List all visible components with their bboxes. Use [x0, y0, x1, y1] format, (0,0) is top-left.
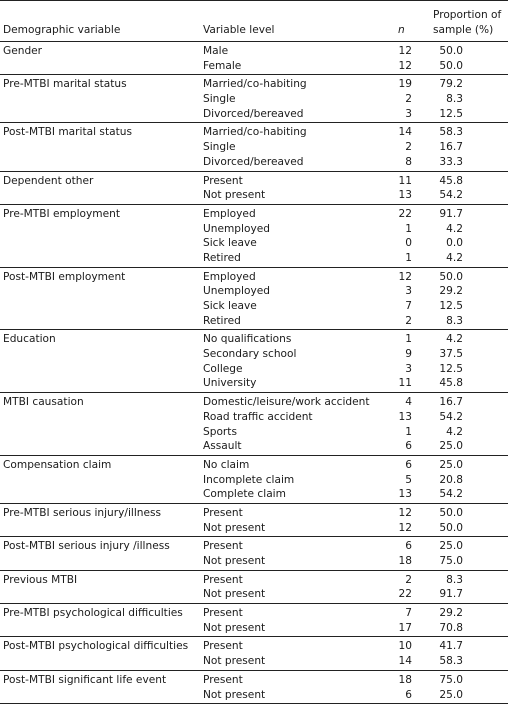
variable-level-cell: Present: [203, 573, 243, 586]
proportion-cell: 12.5: [439, 300, 463, 312]
proportion-cell: 12.5: [439, 362, 463, 375]
n-cell: 5: [405, 473, 412, 486]
table-row: [0, 107, 508, 122]
n-cell: 12: [398, 506, 412, 519]
table-row: [0, 539, 508, 554]
variable-level-cell: Not present: [203, 521, 266, 534]
n-cell: 11: [398, 174, 412, 187]
variable-level-cell: Female: [203, 59, 242, 72]
variable-level-cell: Not present: [203, 621, 266, 634]
variable-level-cell: Present: [203, 174, 243, 187]
proportion-cell: 4.2: [446, 425, 463, 438]
table-row: [0, 639, 508, 654]
table-row: [0, 251, 508, 266]
n-cell: 9: [405, 348, 412, 361]
table-row: [0, 207, 508, 222]
variable-group: [0, 42, 508, 75]
table-row: [0, 332, 508, 347]
proportion-cell: 79.2: [439, 78, 463, 91]
header-proportion-line2: sample (%): [433, 23, 494, 36]
variable-level-cell: Complete claim: [203, 488, 286, 501]
n-cell: 6: [405, 688, 412, 701]
variable-level-cell: Assault: [203, 440, 242, 453]
variable-group: [0, 671, 508, 704]
proportion-cell: 58.3: [439, 126, 463, 139]
proportion-cell: 4.2: [446, 251, 463, 264]
table-row: [0, 347, 508, 362]
header-n: n: [398, 24, 405, 36]
n-cell: 13: [398, 410, 412, 423]
n-cell: 1: [405, 425, 412, 438]
table-row: [0, 439, 508, 454]
variable-level-cell: Married/co-habiting: [203, 126, 307, 139]
table-row: [0, 621, 508, 636]
table-row: [0, 654, 508, 669]
variable-group: [0, 637, 508, 670]
proportion-cell: 54.2: [439, 410, 463, 423]
proportion-cell: 8.3: [446, 314, 463, 327]
variable-level-cell: Road traffic accident: [203, 410, 313, 423]
proportion-cell: 91.7: [439, 588, 463, 601]
variable-level-cell: Secondary school: [203, 348, 297, 361]
proportion-cell: 29.2: [439, 285, 463, 298]
demographic-variable-cell: MTBI causation: [3, 396, 84, 409]
header-variable-level: Variable level: [203, 24, 275, 36]
n-cell: 22: [398, 207, 412, 220]
proportion-cell: 50.0: [439, 59, 463, 72]
proportion-cell: 50.0: [439, 45, 463, 57]
n-cell: 3: [405, 285, 412, 298]
n-cell: 0: [405, 237, 412, 250]
variable-level-cell: Present: [203, 673, 243, 686]
n-cell: 6: [405, 458, 412, 471]
variable-level-cell: Present: [203, 540, 243, 553]
proportion-cell: 25.0: [439, 458, 463, 471]
proportion-cell: 4.2: [446, 222, 463, 235]
n-cell: 1: [405, 333, 412, 346]
proportion-cell: 75.0: [439, 555, 463, 567]
proportion-cell: 29.2: [439, 607, 463, 620]
proportion-cell: 0.0: [446, 237, 463, 250]
proportion-cell: 16.7: [439, 396, 463, 409]
n-cell: 11: [398, 377, 412, 390]
table-row: [0, 174, 508, 189]
proportion-cell: 50.0: [439, 506, 463, 519]
demographic-variable-cell: Post-MTBI serious injury /illness: [3, 540, 170, 553]
demographic-variable-cell: Post-MTBI marital status: [3, 126, 132, 139]
variable-level-cell: Divorced/bereaved: [203, 155, 304, 168]
proportion-cell: 25.0: [439, 540, 463, 553]
n-cell: 8: [405, 155, 412, 168]
variable-level-cell: Sick leave: [203, 300, 257, 312]
table-row: [0, 573, 508, 588]
table-row: [0, 362, 508, 377]
proportion-cell: 25.0: [439, 440, 463, 453]
table-row: [0, 473, 508, 488]
demographic-variable-cell: Gender: [3, 45, 43, 57]
demographic-variable-cell: Post-MTBI employment: [3, 270, 126, 283]
variable-level-cell: No claim: [203, 458, 250, 471]
variable-level-cell: Incomplete claim: [203, 473, 295, 486]
variable-level-cell: Not present: [203, 655, 266, 668]
variable-group: [0, 205, 508, 268]
table-row: [0, 44, 508, 59]
n-cell: 6: [405, 540, 412, 553]
table-row: [0, 299, 508, 314]
variable-group: [0, 537, 508, 570]
table-row: [0, 270, 508, 285]
table-row: [0, 587, 508, 602]
proportion-cell: 54.2: [439, 488, 463, 501]
n-cell: 6: [405, 440, 412, 453]
proportion-cell: 50.0: [439, 521, 463, 534]
variable-level-cell: Employed: [203, 270, 256, 283]
demographic-variable-cell: Pre-MTBI employment: [3, 207, 120, 220]
table-row: [0, 376, 508, 391]
demographic-variable-cell: Post-MTBI psychological difficulties: [3, 640, 189, 653]
variable-group: [0, 604, 508, 637]
table-row: [0, 314, 508, 329]
table-row: [0, 506, 508, 521]
proportion-cell: 33.3: [439, 155, 463, 168]
demographic-variable-cell: Post-MTBI significant life event: [3, 673, 167, 686]
variable-level-cell: Married/co-habiting: [203, 78, 307, 91]
n-cell: 2: [405, 141, 412, 154]
table-row: [0, 222, 508, 237]
n-cell: 3: [405, 107, 412, 120]
n-cell: 2: [405, 573, 412, 586]
n-cell: 18: [398, 673, 412, 686]
table-row: [0, 673, 508, 688]
n-cell: 1: [405, 222, 412, 235]
proportion-cell: 20.8: [439, 473, 463, 486]
demographic-variable-cell: Pre-MTBI serious injury/illness: [3, 506, 162, 519]
proportion-cell: 41.7: [439, 640, 463, 653]
variable-level-cell: Retired: [203, 251, 241, 264]
demographic-variable-cell: Previous MTBI: [3, 573, 78, 586]
table-row: [0, 188, 508, 203]
variable-level-cell: Sick leave: [203, 237, 257, 250]
table-row: [0, 554, 508, 569]
n-cell: 1: [405, 251, 412, 264]
header-demographic-variable: Demographic variable: [3, 24, 121, 36]
proportion-cell: 70.8: [439, 621, 463, 634]
variable-level-cell: Divorced/bereaved: [203, 107, 304, 120]
n-cell: 2: [405, 314, 412, 327]
table-row: [0, 487, 508, 502]
variable-level-cell: Single: [203, 141, 236, 154]
variable-level-cell: Domestic/leisure/work accident: [203, 396, 370, 409]
variable-level-cell: Sports: [203, 425, 237, 438]
n-cell: 14: [398, 126, 412, 139]
n-cell: 4: [405, 396, 412, 409]
n-cell: 13: [398, 189, 412, 202]
n-cell: 7: [405, 300, 412, 312]
table-row: [0, 521, 508, 536]
table-body: [0, 42, 508, 704]
variable-level-cell: Not present: [203, 555, 266, 567]
table-row: [0, 77, 508, 92]
variable-level-cell: Male: [203, 45, 229, 57]
proportion-cell: 8.3: [446, 93, 463, 106]
variable-level-cell: University: [203, 377, 257, 390]
demographic-variable-cell: Pre-MTBI marital status: [3, 78, 127, 91]
table-row: [0, 155, 508, 170]
proportion-cell: 75.0: [439, 673, 463, 686]
n-cell: 10: [398, 640, 412, 653]
proportion-cell: 54.2: [439, 189, 463, 202]
variable-level-cell: Present: [203, 607, 243, 620]
variable-level-cell: Unemployed: [203, 285, 270, 298]
table-row: [0, 425, 508, 440]
demographic-variable-cell: Education: [3, 333, 56, 346]
variable-level-cell: Not present: [203, 688, 266, 701]
table-header: [0, 1, 508, 41]
proportion-cell: 4.2: [446, 333, 463, 346]
n-cell: 2: [405, 93, 412, 106]
variable-level-cell: Not present: [203, 189, 266, 202]
proportion-cell: 45.8: [439, 377, 463, 390]
header-proportion: [433, 8, 501, 37]
variable-level-cell: Employed: [203, 207, 256, 220]
n-cell: 7: [405, 607, 412, 620]
n-cell: 14: [398, 655, 412, 668]
n-cell: 12: [398, 270, 412, 283]
proportion-cell: 50.0: [439, 270, 463, 283]
header-proportion-line1: Proportion of: [433, 9, 502, 21]
variable-group: [0, 123, 508, 171]
table-row: [0, 395, 508, 410]
table-row: [0, 92, 508, 107]
n-cell: 12: [398, 521, 412, 534]
proportion-cell: 58.3: [439, 655, 463, 668]
proportion-cell: 12.5: [439, 107, 463, 120]
n-cell: 13: [398, 488, 412, 501]
variable-level-cell: Unemployed: [203, 222, 270, 235]
variable-group: [0, 75, 508, 123]
variable-level-cell: No qualifications: [203, 333, 292, 346]
proportion-cell: 16.7: [439, 141, 463, 154]
proportion-cell: 45.8: [439, 174, 463, 187]
proportion-cell: 25.0: [439, 688, 463, 701]
table-row: [0, 458, 508, 473]
table-row: [0, 284, 508, 299]
demographic-variable-cell: Dependent other: [3, 174, 94, 187]
proportion-cell: 8.3: [446, 573, 463, 586]
n-cell: 12: [398, 45, 412, 57]
variable-group: [0, 571, 508, 604]
variable-group: [0, 456, 508, 504]
variable-level-cell: Present: [203, 506, 243, 519]
table-row: [0, 59, 508, 74]
demographic-variable-cell: Pre-MTBI psychological difficulties: [3, 607, 183, 620]
variable-level-cell: Retired: [203, 314, 241, 327]
variable-level-cell: Not present: [203, 588, 266, 601]
n-cell: 3: [405, 362, 412, 375]
proportion-cell: 37.5: [439, 348, 463, 361]
variable-group: [0, 172, 508, 205]
variable-level-cell: Single: [203, 93, 236, 106]
variable-group: [0, 330, 508, 393]
n-cell: 22: [398, 588, 412, 601]
variable-group: [0, 504, 508, 537]
table-row: [0, 140, 508, 155]
n-cell: 17: [398, 621, 412, 634]
variable-level-cell: College: [203, 362, 243, 375]
table-row: [0, 410, 508, 425]
variable-group: [0, 393, 508, 456]
n-cell: 12: [398, 59, 412, 72]
table-row: [0, 125, 508, 140]
demographic-variable-cell: Compensation claim: [3, 458, 112, 471]
table-row: [0, 688, 508, 703]
n-cell: 18: [398, 555, 412, 567]
n-cell: 19: [398, 78, 412, 91]
table-row: [0, 606, 508, 621]
proportion-cell: 91.7: [439, 207, 463, 220]
variable-level-cell: Present: [203, 640, 243, 653]
table-row: [0, 236, 508, 251]
variable-group: [0, 268, 508, 331]
